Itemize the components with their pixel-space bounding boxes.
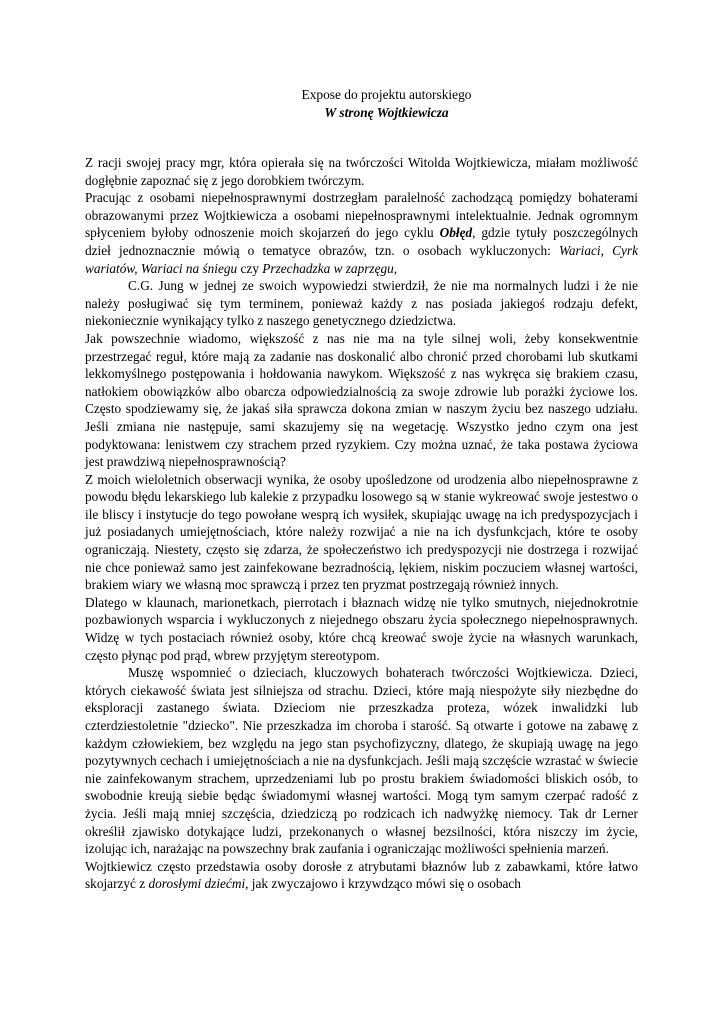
- paragraph: [85, 189, 638, 277]
- paragraph-text: Muszę wspomnieć o dzieciach, kluczowych bohaterach twórczości Wojtkiewicza. Dzieci, których ciekawość świata jest silniejsza od strachu. Dzieci, które mają niespożyte siły niezbędne do eksploracji zastanego świata. Dzieciom nie przeszkadza proteza, wózek inwalidzki lub czterdziestoletnie "dziecko". Nie przeszkadza im choroba i starość. Są otwarte i gotowe na zabawę z każdym człowiekiem, bez względu na jego stan psychofizyczny, dlatego, że skupiają uwagę na jego pozytywnych cechach i umiejętnościach a nie na dysfunkcjach. Jeśli mają szczęście wzrastać w świecie nie zainfekowanym strachem, uprzedzeniami lub po prostu brakiem świadomości bliskich osób, to swobodnie kreują siebie będąc świadomymi własnej wartości. Mogą tym samym czerpać radość z życia. Jeśli mają mniej szczęścia, dziedziczą po rodzicach ich nadwyżkę niemocy. Tak dr Lerner określił zjawisko dotykające ludzi, przekonanych o własnej bezsilności, która niszczy im życie, izolując ich, narażając na powszechny brak zaufania i ograniczając możliwości spełnienia marzeń.: [85, 665, 638, 857]
- paragraph-text: , gdzie tytuły poszczególnych dzieł jednoznacznie mówią o tematyce obrazów, tzn. o osobach wykluczonych:: [85, 225, 638, 258]
- paragraph-text: czy: [237, 260, 263, 276]
- paragraph: [85, 471, 638, 594]
- emphasized-text: dorosłymi dziećmi: [148, 876, 246, 892]
- paragraph-text: , jak zwyczajowo i krzywdząco mówi się o osobach: [245, 876, 521, 892]
- emphasized-text: Obłęd: [439, 225, 473, 241]
- paragraph: [85, 664, 638, 858]
- document-title: W stronę Wojtkiewicza: [324, 105, 449, 120]
- document-body: [85, 154, 638, 893]
- document-header: [0, 86, 725, 122]
- paragraph: [85, 277, 638, 330]
- paragraph-text: Z moich wieloletnich obserwacji wynika, że osoby upośledzone od urodzenia albo niepełnosprawne z powodu błędu lekarskiego lub kalekie z przypadku losowego są w stanie wykreować swoje jestestwo o ile bliscy i instytucje do tego powołane wesprą ich wysiłek, skupiając uwagę na ich predyspozycjach i już posiadanych umiejętnościach, które należy rozwijać a nie na ich dysfunkcjach, które te osoby ograniczają. Niestety, często się zdarza, że społeczeństwo ich predyspozycji nie dostrzega i rozwijać nie chce ponieważ samo jest zainfekowane bezradnością, lękiem, niskim poczuciem własnej wartości, brakiem wiary we własną moc sprawczą i przez ten pryzmat postrzegają również innych.: [85, 471, 638, 593]
- paragraph-text: Dlatego w klaunach, marionetkach, pierrotach i błaznach widzę nie tylko smutnych, niejednokrotnie pozbawionych wsparcia i wykluczonych z niejednego obszaru życia społecznego niepełnosprawnych. Widzę w tych postaciach również osoby, które chcą kreować swoje życie na własnych warunkach, często płynąc pod prąd, wbrew przyjętym stereotypom.: [85, 594, 638, 663]
- paragraph-text: C.G. Jung w jednej ze swoich wypowiedzi stwierdził, że nie ma normalnych ludzi i że nie należy posługiwać się tym terminem, ponieważ każdy z nas posiada jakiegoś rodzaju defekt, niekoniecznie wynikający tylko z naszego genetycznego dziedzictwa.: [85, 278, 638, 329]
- paragraph: [85, 858, 638, 893]
- emphasized-text: Wariaci, Cyrk wariatów, Wariaci na śniegu: [85, 242, 638, 276]
- emphasized-text: Przechadzka w zaprzęgu,: [262, 260, 398, 276]
- paragraph-text: Z racji swojej pracy mgr, która opierała się na twórczości Witolda Wojtkiewicza, miałam możliwość dogłębnie zapoznać się z jego dorobkiem twórczym.: [85, 155, 638, 188]
- paragraph: [85, 594, 638, 664]
- paragraph-text: Pracując z osobami niepełnosprawnymi dostrzegłam paralelność zachodzącą pomiędzy bohaterami obrazowanymi przez Wojtkiewicza a osobami niepełnosprawnymi intelektualnie. Jednak ogromnym spłyceniem byłoby odnoszenie moich skojarzeń do jego cyklu: [85, 190, 638, 241]
- paragraph: [85, 330, 638, 471]
- paragraph-text: Jak powszechnie wiadomo, większość z nas nie ma na tyle silnej woli, żeby konsekwentnie przestrzegać reguł, które mają za zadanie nas doskonalić albo chronić przed chorobami lub skutkami lekkomyślnego postępowania i hołdowania nawykom. Większość z nas wykręca się brakiem czasu, natłokiem obowiązków albo obarcza odpowiedzialnością za swoje zdrowie lub porażki życiowe los. Często spodziewamy się, że jakaś siła sprawcza dokona zmian w naszym życiu bez naszego udziału. Jeśli zmiana nie następuje, sami skazujemy się na wegetację. Wszystko jedno czym ona jest podyktowana: lenistwem czy strachem przed ryzykiem. Czy można uznać, że taka postawa życiowa jest prawdziwą niepełnosprawnością?: [85, 330, 638, 470]
- document-subtitle: Expose do projektu autorskiego: [301, 87, 472, 102]
- paragraph: [85, 154, 638, 189]
- paragraph-text: Wojtkiewicz często przedstawia osoby dorosłe z atrybutami błaznów lub z zabawkami, które łatwo skojarzyć z: [85, 858, 638, 892]
